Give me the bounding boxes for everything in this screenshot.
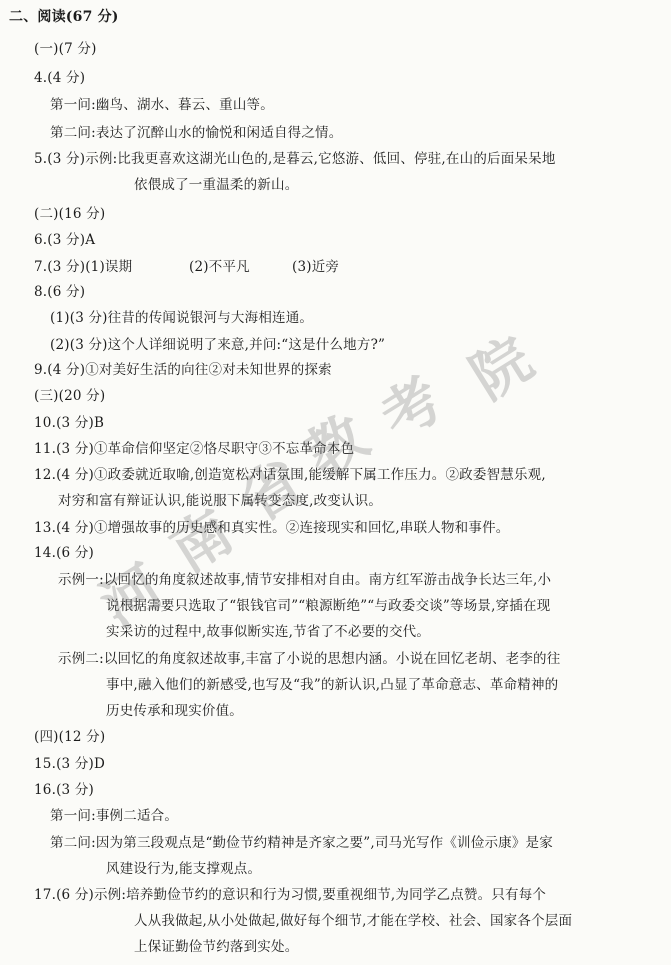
q12-answer-line1: 12.(4 分)①政委就近取喻,创造宽松对话氛围,能缓解下属工作压力。②政委智慧乐观, — [34, 467, 546, 483]
watermark-char: 省 — [229, 447, 315, 536]
q14-example1-line3: 实采访的过程中,故事似断实连,节省了不必要的交代。 — [106, 624, 431, 640]
watermark-char: 河 — [89, 552, 175, 641]
q8-heading: 8.(6 分) — [34, 284, 86, 300]
q14-heading: 14.(6 分) — [34, 545, 94, 561]
q5-answer-line1: 5.(3 分)示例:比我更喜欢这湖光山色的,是暮云,它悠游、低回、停驻,在山的后面呆呆地 — [34, 151, 556, 167]
q14-example2-line1: 示例二:以回忆的角度叙述故事,丰富了小说的思想内涵。小说在回忆老胡、老李的往 — [58, 651, 561, 667]
watermark-char: 院 — [459, 324, 545, 413]
q17-answer-line1: 17.(6 分)示例:培养勤俭节约的意识和行为习惯,要重视细节,为同学乙点赞。只有每个 — [34, 887, 547, 903]
q14-example1-line2: 说根据需要只选取了“银钱官司”“粮源断绝”“与政委交谈”等场景,穿插在现 — [106, 598, 551, 614]
watermark-char: 南 — [159, 497, 245, 586]
watermark-char: 考 — [369, 364, 455, 453]
q6-answer: 6.(3 分)A — [34, 232, 96, 248]
q8-part2: (2)(3 分)这个人详细说明了来意,并问:“这是什么地方?” — [50, 337, 386, 353]
q4-heading: 4.(4 分) — [34, 70, 86, 86]
q14-example2-line3: 历史传承和现实价值。 — [106, 703, 243, 719]
q11-answer: 11.(3 分)①革命信仰坚定②恪尽职守③不忘革命本色 — [34, 441, 355, 457]
q4-part2: 第二问:表达了沉醉山水的愉悦和闲适自得之情。 — [50, 125, 343, 141]
q16-heading: 16.(3 分) — [34, 782, 94, 798]
q7-answer-3: (3)近旁 — [292, 259, 340, 275]
q16-part2-line1: 第二问:因为第三段观点是“勤俭节约精神是齐家之要”,司马光写作《训俭示康》是家 — [50, 835, 553, 851]
subsection-4-heading: (四)(12 分) — [34, 729, 106, 745]
q4-part1: 第一问:幽鸟、湖水、暮云、重山等。 — [50, 97, 274, 113]
q17-answer-line3: 上保证勤俭节约落到实处。 — [134, 939, 299, 955]
q7-answer-2: (2)不平凡 — [189, 259, 250, 275]
q17-answer-line2: 人从我做起,从小处做起,做好每个细节,才能在学校、社会、国家各个层面 — [134, 913, 573, 929]
q14-example2-line2: 事中,融入他们的新感受,也写及“我”的新认识,凸显了革命意志、革命精神的 — [106, 677, 559, 693]
q13-answer: 13.(4 分)①增强故事的历史感和真实性。②连接现实和回忆,串联人物和事件。 — [34, 520, 510, 536]
q10-answer: 10.(3 分)B — [34, 415, 105, 431]
q12-answer-line2: 对穷和富有辩证认识,能说服下属转变态度,改变认识。 — [58, 493, 383, 509]
q8-part1: (1)(3 分)往昔的传闻说银河与大海相连通。 — [50, 310, 314, 326]
subsection-2-heading: (二)(16 分) — [34, 206, 106, 222]
q5-answer-line2: 依偎成了一重温柔的新山。 — [134, 177, 299, 193]
subsection-3-heading: (三)(20 分) — [34, 388, 106, 404]
section-title: 二、阅读(67 分) — [9, 9, 119, 25]
watermark-char: 教 — [294, 402, 380, 491]
q14-example1-line1: 示例一:以回忆的角度叙述故事,情节安排相对自由。南方红军游击战争长达三年,小 — [58, 572, 552, 588]
q7-answer-1: 7.(3 分)(1)误期 — [34, 259, 133, 275]
q15-answer: 15.(3 分)D — [34, 756, 106, 772]
q16-part1: 第一问:事例二适合。 — [50, 808, 179, 824]
q16-part2-line2: 风建设行为,能支撑观点。 — [106, 861, 262, 877]
subsection-1-heading: (一)(7 分) — [34, 41, 97, 57]
q9-answer: 9.(4 分)①对美好生活的向往②对未知世界的探索 — [34, 362, 332, 378]
